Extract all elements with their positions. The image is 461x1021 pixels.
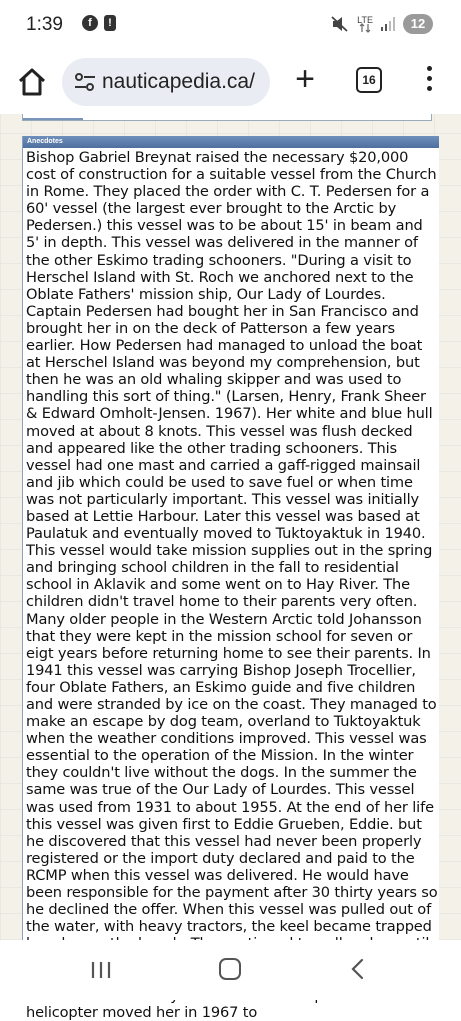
address-bar[interactable]	[62, 58, 270, 106]
anecdote-text: Bishop Gabriel Breynat raised the necessary $20,000 cost of construction for a suitable vessel from the Church in Rome. They placed the order with C. T. Pedersen for a 60' vessel (the largest ever brought to the Arctic by Pedersen.) this vessel was to be about 15' in beam and 5' in depth. This vessel was delivered in the manner of the other Eskimo trading schooners. "During a visit to Herschel Island with St. Roch we anchored next to the Oblate Fathers' mission ship, Our Lady of Lourdes. Captain Pedersen had bought her in San Francisco and brought her in on the deck of Patterson a few years earlier. How Pedersen had managed to unload the boat at Herschel Island was beyond my comprehension, but then he was an old whaling skipper and was used to handling this sort of thing." (Larsen, Henry, Frank Sheer & Edward Omholt-Jensen. 1967). Her white and blue hull moved at about 8 knots. This vessel was flush decked and appeared like the other trading schooners. This vessel had one mast and carried a gaff-rigged mainsail and jib which could be used to save fuel or when time was not particularly important. This vessel was initially based at Lettie Harbour. Later this vessel was based at Paulatuk and eventually moved to Tuktoyaktuk in 1940. This vessel would take mission supplies out in the spring and bringing school children in the fall to residential school in Aklavik and some went on to Hay River. The children didn't travel home to their parents very often. Many older people in the Western Arctic told Johansson that they were kept in the mission school for seven or eigt years before returning home to see their parents. In 1941 this vessel was carrying Bishop Joseph Trocellier, four Oblate Fathers, an Eskimo guide and five children and were stranded by ice on the coast. They managed to make an escape by dog team, overland to Tuktoyaktuk when the weather conditions improved. This vessel was essential to the operation of the Mission. In the winter they couldn't live without the dogs. In the summer the same was true of the Our Lady of Lourdes. This vessel was used from 1931 to about 1955. At the end of her life this vessel was given first to Eddie Grueben, Eddie. but he discovered that this vessel had never been properly registered or the import duty declared and paid to the RCMP when this vessel was delivered. He would have been responsible for the payment after 30 thirty years so he declined the offer. When this vessel was pulled out of the water, with heavy tractors, the keel became trapped helicopter moved her in 1967 to	[26, 149, 438, 1021]
more-menu-icon[interactable]	[422, 66, 436, 96]
url-text[interactable]: nauticapedia.ca/	[102, 70, 255, 93]
notification-icon: !	[104, 15, 116, 31]
section-header: Anecdotes	[23, 136, 439, 148]
mute-icon	[331, 16, 349, 32]
facebook-icon: f	[82, 15, 98, 31]
battery-indicator: 12	[403, 14, 433, 34]
network-type: LTE	[357, 15, 373, 25]
tab-switcher-button[interactable]: 16	[356, 67, 382, 93]
back-icon[interactable]	[350, 958, 364, 980]
signal-icon	[381, 17, 395, 31]
lte-icon	[357, 16, 373, 32]
new-tab-button[interactable]: +	[295, 60, 315, 98]
status-left-icons	[82, 15, 116, 31]
system-nav-bar	[0, 940, 461, 1000]
anecdotes-section	[22, 136, 439, 1021]
home-icon[interactable]	[219, 958, 241, 980]
site-settings-icon[interactable]	[74, 72, 96, 92]
recents-icon[interactable]	[90, 960, 112, 980]
status-right-icons	[331, 14, 433, 34]
home-button-icon[interactable]	[16, 66, 48, 98]
status-time: 1:39	[26, 14, 63, 35]
previous-section-box	[22, 114, 432, 121]
browser-toolbar	[0, 54, 461, 114]
web-page	[0, 114, 461, 1021]
status-bar	[0, 0, 461, 54]
